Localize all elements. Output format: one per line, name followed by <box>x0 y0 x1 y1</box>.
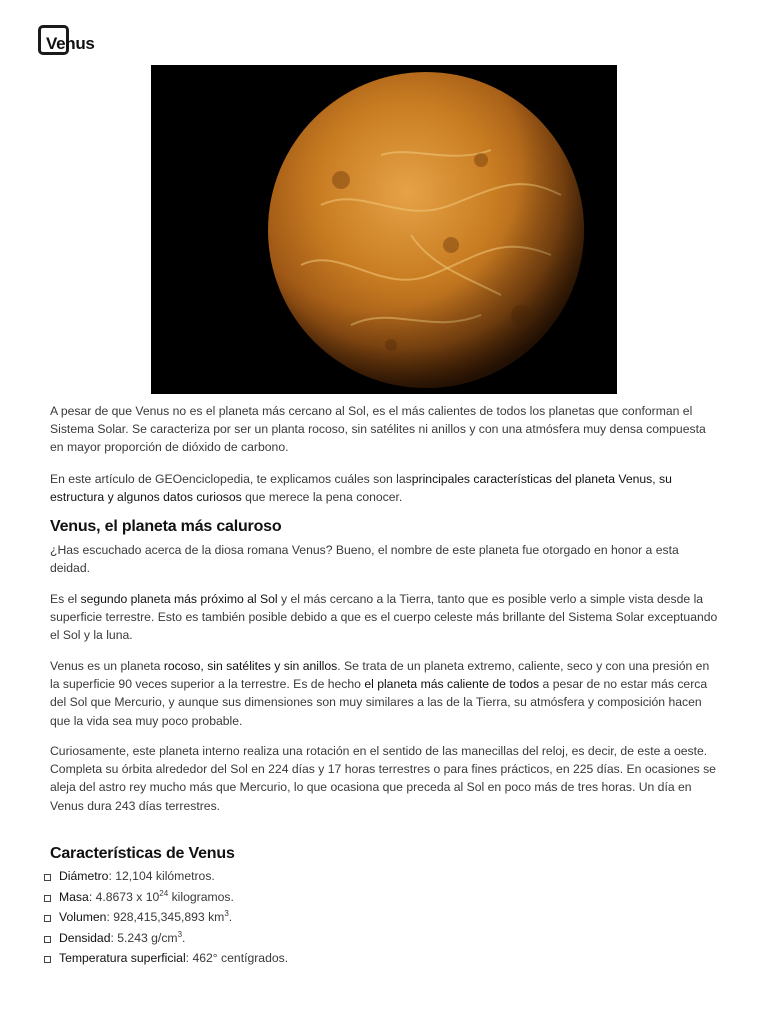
feature-unit: . <box>228 910 233 924</box>
checkbox-bullet-icon <box>44 915 51 922</box>
feature-label: Densidad <box>59 930 111 945</box>
intro-text-1: A pesar de que Venus no es el planeta más cercano al Sol, es el más calientes de todos los planetas que conforman el Sistema Solar. Se caracteriza por ser un planta rocoso, sin satélites ni anillos y con una atmósfera muy densa compuesta en mayor proporción de dióxido de carbono. <box>50 404 706 455</box>
s1p2-c: y el más cercano a la Tierra, tanto que es posible verlo a simple vista desde la superficie terrestre. Esto es también posible debido a que es el cuerpo celeste más brillante del Sistema Solar exceptuando el Sol y la luna. <box>50 592 718 643</box>
checkbox-bullet-icon <box>44 956 51 963</box>
section-title-2: Características de Venus <box>50 845 235 862</box>
s1p3-e: a pesar de no estar más cerca del Sol que Mercurio, y aunque sus dimensiones son muy similares a las de la Tierra, su atmósfera y composición hacen que la vida sea muy poco probable. <box>50 677 708 728</box>
s1p2-a: Es el <box>50 592 81 606</box>
section1-text-1: ¿Has escuchado acerca de la diosa romana Venus? Bueno, el nombre de este planeta fue otorgado en honor a esta deidad. <box>50 543 679 576</box>
intro-highlight: principales características del planeta Venus, su estructura y algunos datos curiosos <box>50 472 672 505</box>
checkbox-bullet-icon <box>44 895 51 902</box>
page-title-text: Venus <box>46 34 95 53</box>
section-heading-2 <box>50 845 718 863</box>
section1-text-3 <box>50 657 718 730</box>
feature-item <box>50 866 718 887</box>
feature-value: : 462° centígrados. <box>185 951 289 965</box>
feature-label: Temperatura superficial <box>59 951 186 965</box>
feature-value: : 12,104 kilómetros. <box>108 869 215 883</box>
feature-label: Diámetro <box>59 869 109 883</box>
s1p3-a: Venus es un planeta <box>50 659 164 673</box>
checkbox-bullet-icon <box>44 874 51 881</box>
feature-value: : 4.8673 x 10 <box>88 889 160 904</box>
intro-paragraph-2 <box>50 470 718 506</box>
checkbox-bullet-icon <box>44 936 51 943</box>
feature-label: Masa <box>59 889 89 904</box>
feature-label: Volumen <box>59 910 107 924</box>
feature-exponent: 3 <box>224 908 229 918</box>
feature-item <box>50 907 718 928</box>
s1p2-highlight: segundo planeta más próximo al Sol <box>80 592 278 606</box>
venus-image <box>151 65 617 394</box>
feature-value: : 5.243 g/cm <box>110 930 178 945</box>
s1p3-c: . Se trata de un planeta extremo, caliente, seco y con una presión en la superficie 90 veces superior a la terrestre. Es de hecho <box>50 659 710 692</box>
feature-item <box>50 948 718 969</box>
section-title-1: Venus, el planeta más caluroso <box>50 518 282 535</box>
intro-text-2c: que merece la pena conocer. <box>241 490 403 505</box>
section-heading-1 <box>50 518 718 536</box>
intro-paragraph-1 <box>50 402 718 457</box>
s1p3-highlight-2: el planeta más caliente de todos <box>364 677 540 692</box>
features-ul <box>50 866 718 969</box>
section1-paragraph-3 <box>50 657 718 730</box>
feature-exponent: 3 <box>177 929 183 939</box>
feature-item <box>50 928 718 949</box>
feature-value: : 928,415,345,893 km <box>106 910 225 924</box>
section1-text-4: Curiosamente, este planeta interno realiza una rotación en el sentido de las manecillas del reloj, es decir, de este a oeste. Completa su órbita alrededor del Sol en 224 días y 17 horas terrestres o para fines prácticos, en 225 días. En ocasiones se aleja del astro rey mucho más que Mercurio, lo que ocasiona que preceda al Sol en poco más de tres horas. Un día en Venus dura 243 días terrestres. <box>50 744 716 813</box>
feature-item <box>50 887 718 908</box>
venus-planet-icon <box>151 65 617 394</box>
features-list <box>50 866 718 969</box>
section1-text-2 <box>50 590 718 645</box>
intro-text-2a: En este artículo de GEOenciclopedia, te explicamos cuáles son las <box>50 472 412 486</box>
intro-text-2 <box>50 470 718 506</box>
feature-unit: . <box>182 930 186 945</box>
s1p3-highlight-1: rocoso, sin satélites y sin anillos <box>163 659 338 673</box>
feature-unit: kilogramos. <box>168 889 234 904</box>
section1-paragraph-2 <box>50 590 718 645</box>
section1-paragraph-1 <box>50 541 718 577</box>
section1-paragraph-4 <box>50 742 718 815</box>
feature-exponent: 24 <box>159 888 169 898</box>
